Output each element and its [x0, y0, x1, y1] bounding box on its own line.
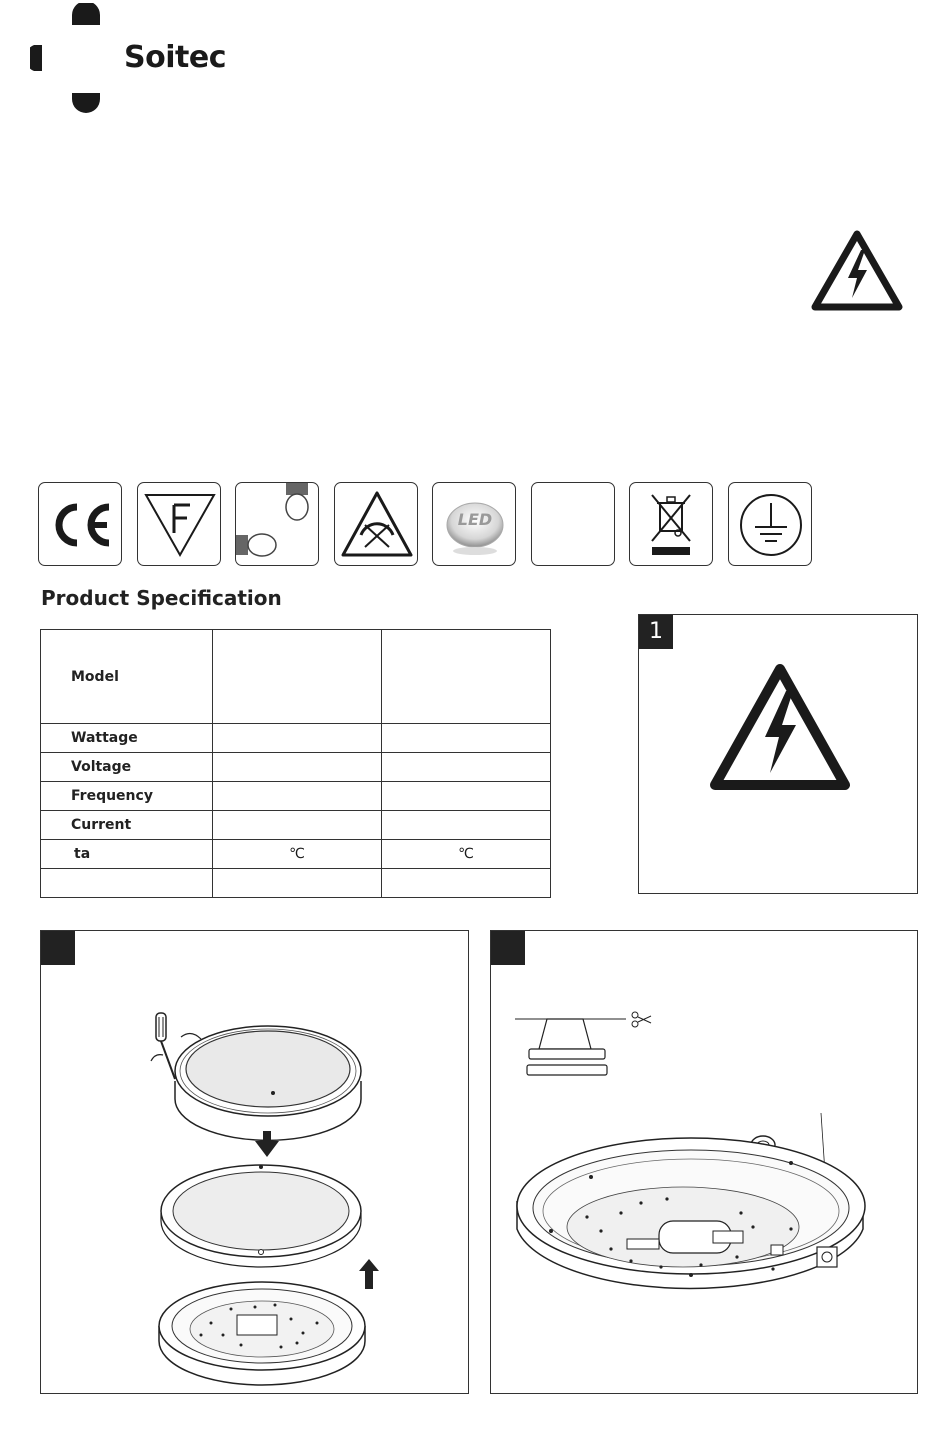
ce-mark-icon	[38, 482, 122, 566]
table-row	[41, 869, 551, 898]
spec-value	[213, 869, 382, 898]
scissors-icon	[632, 1012, 651, 1027]
table-row	[41, 753, 551, 782]
led-label: LED	[457, 510, 493, 529]
led-dome-icon	[432, 482, 516, 566]
step-number-badge: 1	[639, 615, 673, 649]
spec-value: ℃	[382, 840, 551, 869]
spec-label: Model	[41, 630, 213, 724]
table-row	[41, 840, 551, 869]
diffuser-ring	[161, 1165, 361, 1267]
spec-value	[382, 724, 551, 753]
disassembly-illustration	[41, 931, 470, 1395]
earth-ground-icon	[728, 482, 812, 566]
spec-value	[213, 724, 382, 753]
spec-value	[382, 630, 551, 724]
spec-value: ℃	[213, 840, 382, 869]
table-row	[41, 630, 551, 724]
arrow-up-icon	[359, 1259, 379, 1289]
weee-bin-icon	[629, 482, 713, 566]
grommet-cut-detail	[515, 1012, 651, 1075]
spec-label	[41, 869, 213, 898]
spec-value	[382, 869, 551, 898]
table-row	[41, 811, 551, 840]
spec-value	[382, 753, 551, 782]
electric-hazard-icon	[707, 661, 853, 797]
step-3-panel	[490, 930, 918, 1394]
step-1-panel	[638, 614, 918, 894]
spec-value	[382, 811, 551, 840]
spec-table	[40, 629, 551, 898]
brand-name: Soitec	[124, 40, 226, 75]
spec-label: Frequency	[41, 782, 213, 811]
luminaire-assembled	[175, 1026, 361, 1140]
spec-label: Current	[41, 811, 213, 840]
installation-illustration	[491, 931, 919, 1395]
blank-icon	[531, 482, 615, 566]
spec-value	[213, 753, 382, 782]
spec-value	[382, 782, 551, 811]
spec-value	[213, 630, 382, 724]
spec-title: Product Specification	[41, 586, 282, 610]
luminaire-base	[159, 1282, 365, 1385]
dimmer-triangle-icon	[334, 482, 418, 566]
spec-label: ta	[41, 840, 213, 869]
table-row	[41, 782, 551, 811]
spec-label: Wattage	[41, 724, 213, 753]
luminaire-base-open	[517, 1138, 865, 1288]
electric-hazard-icon	[810, 228, 904, 314]
step-2-panel	[40, 930, 469, 1394]
bulbs-icon	[235, 482, 319, 566]
spec-label: Voltage	[41, 753, 213, 782]
f-mark-triangle-icon	[137, 482, 221, 566]
brand-logo	[30, 3, 130, 113]
table-row	[41, 724, 551, 753]
spec-value	[213, 811, 382, 840]
logo-mark-icon	[30, 3, 130, 113]
spec-value	[213, 782, 382, 811]
